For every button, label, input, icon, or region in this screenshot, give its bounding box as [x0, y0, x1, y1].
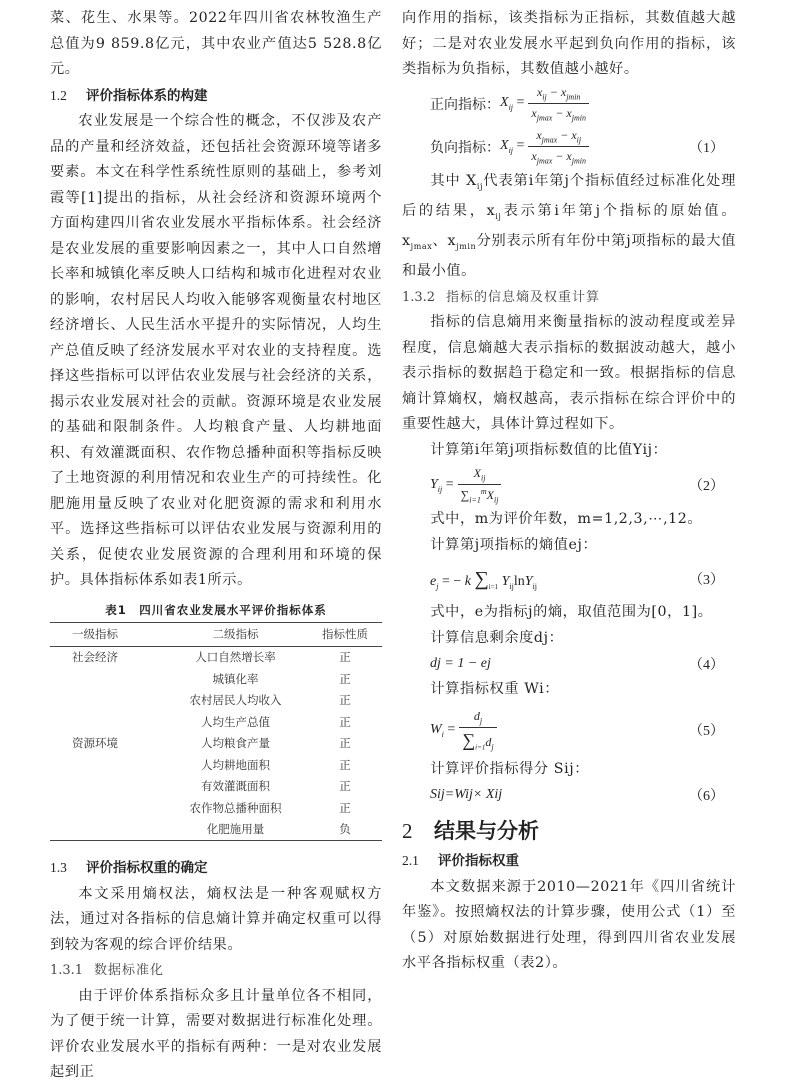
equation-3 — [402, 558, 736, 600]
table-cell: 城镇化率 — [212, 671, 259, 686]
table-cell: 负 — [308, 819, 382, 841]
table-header: 一级指标 — [50, 622, 163, 646]
left-column — [50, 0, 382, 1086]
right-column — [402, 0, 736, 977]
table-cell: 正 — [339, 650, 351, 665]
paragraph-data-source: 本文数据来源于2010—2021年《四川省统计年鉴》。按照熵权法的计算步骤，使用公式（1）至（5）对原始数据进行处理，得到四川省农业发展水平各指标权重（表2）。 — [402, 878, 736, 972]
table-cell — [50, 668, 163, 690]
section-title: 评价指标权重 — [438, 853, 519, 870]
equation-lhs: $Y_{ij}$ = — [430, 477, 454, 494]
section-heading-1-3-1 — [50, 958, 382, 984]
section-number: 1.3.1 — [50, 963, 84, 978]
equation-fraction: $\frac{x_{ij} - x_{jmin}}{x_{jmax} - x_{jmin}}$ — [528, 85, 589, 123]
table-row — [50, 733, 382, 755]
paragraph-indicator-types: 向作用的指标，该类指标为正指标，其数值越大越好；二是对农业发展水平起到负向作用的指标，该类指标为负指标，其数值越小越好。 — [402, 10, 736, 77]
equation-body: $e_j$ = − k $\sum_{i=1}$ $Y_{ij}\ln Y_{ij}$ — [430, 567, 538, 591]
table-cell: 人口自然增长率 — [195, 650, 276, 665]
equation-body: Sij=Wij× Xij — [430, 787, 503, 803]
table-cell: 正 — [339, 757, 351, 772]
paragraph-step-redundancy: 计算信息剩余度dj： — [430, 629, 564, 646]
table-row — [50, 711, 382, 733]
table-cell: 正 — [339, 671, 351, 686]
text-fragment: 、x — [432, 233, 457, 250]
equation-lhs: $X_{ij}$ = — [500, 138, 525, 155]
equation-number: （4） — [689, 658, 724, 674]
equation-label: 正向指标： — [430, 96, 500, 113]
table-row — [50, 819, 382, 841]
paragraph-standardization: 由于评价体系指标众多且计量单位各不相同，为了便于统一计算，需要对数据进行标准化处理。评价农业发展水平的指标有两种：一是对农业发展起到正 — [50, 987, 382, 1080]
text-fragment: 其中 X — [430, 172, 477, 189]
equation-2 — [402, 463, 736, 507]
equation-6 — [402, 782, 736, 808]
table-cell: 人均生产总值 — [200, 714, 270, 729]
section-number: 1.2 — [50, 87, 67, 103]
section-heading-1-2 — [50, 83, 382, 110]
table-cell: 人均耕地面积 — [200, 757, 270, 772]
equation-fraction: $\frac{d_j}{\sum_{i=1}d_j}$ — [459, 709, 496, 752]
table-cell: 化肥施用量 — [163, 819, 308, 841]
text-fragment: 表示第i年第j个指标的原始值。x — [402, 202, 736, 250]
table-cell — [50, 776, 163, 798]
section-heading-1-3-2 — [402, 285, 736, 311]
equation-lhs: $W_i$ = — [430, 721, 456, 739]
table-cell: 农村居民人均收入 — [189, 693, 282, 708]
table-header: 二级指标 — [163, 622, 308, 646]
section-title: 评价指标体系的构建 — [86, 87, 208, 104]
section-number: 1.3 — [50, 860, 67, 875]
equation-5 — [402, 703, 736, 757]
table-cell: 正 — [339, 693, 351, 708]
table-cell — [50, 690, 163, 712]
paragraph-step-weight: 计算指标权重 Wi： — [430, 681, 560, 698]
equation-fraction: $\frac{x_{jmax} - x_{ij}}{x_{jmax} - x_{jmin}}$ — [528, 128, 589, 166]
equation-number: （1） — [689, 140, 724, 156]
equation-body: dj = 1 − ej — [430, 656, 491, 672]
table-cell — [50, 754, 163, 776]
section-number: 2.1 — [402, 853, 419, 869]
table-cell: 正 — [339, 800, 351, 815]
equation-4 — [402, 651, 736, 677]
table-row — [50, 668, 382, 690]
table-cell — [50, 797, 163, 819]
equation-number: （2） — [689, 479, 724, 495]
text-fragment: 分别表示所有年份中第j项指标的最大值和最小值。 — [402, 233, 737, 280]
paragraph-intro-end: 菜、花生、水果等。2022年四川省农林牧渔生产总值为9 859.8亿元，其中农业产值达5 528.8亿元。 — [50, 10, 382, 77]
equation-number: （6） — [689, 789, 724, 805]
table-cell: 资源环境 — [72, 736, 118, 751]
section-number: 2 — [402, 819, 413, 844]
table-row — [50, 754, 382, 776]
section-number: 1.3.2 — [402, 289, 436, 305]
section-heading-1-3 — [50, 855, 382, 882]
section-title: 评价指标权重的确定 — [86, 860, 208, 876]
equation-negative — [402, 125, 736, 169]
table-header-row — [50, 622, 382, 646]
table-cell: 人均粮食产量 — [200, 736, 270, 751]
table-row — [50, 797, 382, 819]
section-title: 数据标准化 — [94, 963, 165, 978]
section-heading-2 — [402, 814, 736, 848]
table-cell — [50, 711, 163, 733]
section-heading-2-1 — [402, 848, 736, 875]
equation-number: （5） — [689, 723, 724, 739]
table-row — [50, 646, 382, 668]
table-cell: 社会经济 — [72, 650, 118, 665]
table-cell: 正 — [339, 714, 351, 729]
paragraph-step-entropy: 计算第j项指标的熵值ej： — [430, 536, 598, 553]
paragraph-indicator-system: 农业发展是一个综合性的概念，不仅涉及农产品的产量和经济效益，还包括社会资源环境等诸多要素。本文在科学性系统性原则的基础上，参考刘霞等[1]提出的指标，从社会经济和资源环境两个方面构建四川省农业发展水平指标体系。社会经济是农业发展的重要影响因素之一，其中人口自然增长率和城镇化率反映人口结构和城市化进程对农业的影响，农村居民人均收入能够客观衡量农村地区经济增长、人民生活水平提升的实际情况，人均生产总值反映了经济发展水平对农业的支持程度。选择这些指标可以评估农业发展与社会经济的关系，揭示农业发展对社会的贡献。资源环境是农业发展的基础和限制条件。人均粮食产量、人均耕地面积、有效灌溉面积、农作物总播种面积等指标反映了土地资源的利用情况和农业生产的可持续性。化肥施用量反映了农业对化肥资源的需求和利用水平。选择这些指标可以评估农业发展与资源利用的关系，促使农业发展资源的合理利用和环境的保护。具体指标体系如表1所示。 — [50, 113, 382, 588]
equation-fraction: $\frac{X_{ij}}{\sum_{i=1}^mX_{ij}}$ — [458, 466, 502, 505]
equation-number: （3） — [689, 573, 724, 589]
table-cell: 有效灌溉面积 — [200, 779, 270, 794]
paragraph-information-entropy: 指标的信息熵用来衡量指标的波动程度或差异程度，信息熵越大表示指标的数据波动越大，越小表示指标的数据趋于稳定和一致。根据指标的信息熵计算熵权，熵权越高，表示指标在综合评价中的重要性越大，具体计算过程如下。 — [402, 314, 736, 433]
table-cell: 正 — [339, 736, 351, 751]
table-1 — [50, 622, 382, 842]
paragraph-step-ratio: 计算第i年第j项指标数值的比值Yij： — [430, 441, 668, 458]
section-title: 指标的信息熵及权重计算 — [446, 289, 601, 305]
equation-label: 负向指标： — [430, 139, 500, 156]
text-fragment: 代表第i年第j个指标值经过标准化处理后的结果，x — [402, 172, 736, 219]
table-row — [50, 776, 382, 798]
table-cell — [50, 819, 163, 841]
table-1-caption: 表1 四川省农业发展水平评价指标体系 — [105, 602, 327, 617]
table-cell: 农作物总播种面积 — [189, 800, 282, 815]
paragraph-variable-definitions: 其中 $X_{ij}$代表第i年第j个指标值经过标准化处理后的结果，$x_{ij}$表示第i年第j个指标的原始值。$x_{jmax}$、$x_{jmin}$分别表示所有年份中第j项指标的最大值和最小值。 — [402, 172, 737, 280]
paragraph-e-range: 式中，e为指标j的熵，取值范围为[0，1]。 — [430, 604, 713, 621]
table-header: 指标性质 — [308, 622, 382, 646]
equation-lhs: $X_{ij}$ = — [500, 95, 525, 112]
paragraph-step-score: 计算评价指标得分 Sij： — [430, 760, 590, 777]
paragraph-entropy-method: 本文采用熵权法，熵权法是一种客观赋权方法，通过对各指标的信息熵计算并确定权重可以得到较为客观的综合评价结果。 — [50, 885, 382, 953]
table-row — [50, 690, 382, 712]
section-title: 结果与分析 — [434, 819, 539, 844]
table-cell: 正 — [339, 779, 351, 794]
paragraph-m-definition: 式中，m为评价年数，m=1,2,3,⋯,12。 — [430, 511, 703, 528]
equation-positive — [402, 83, 736, 125]
